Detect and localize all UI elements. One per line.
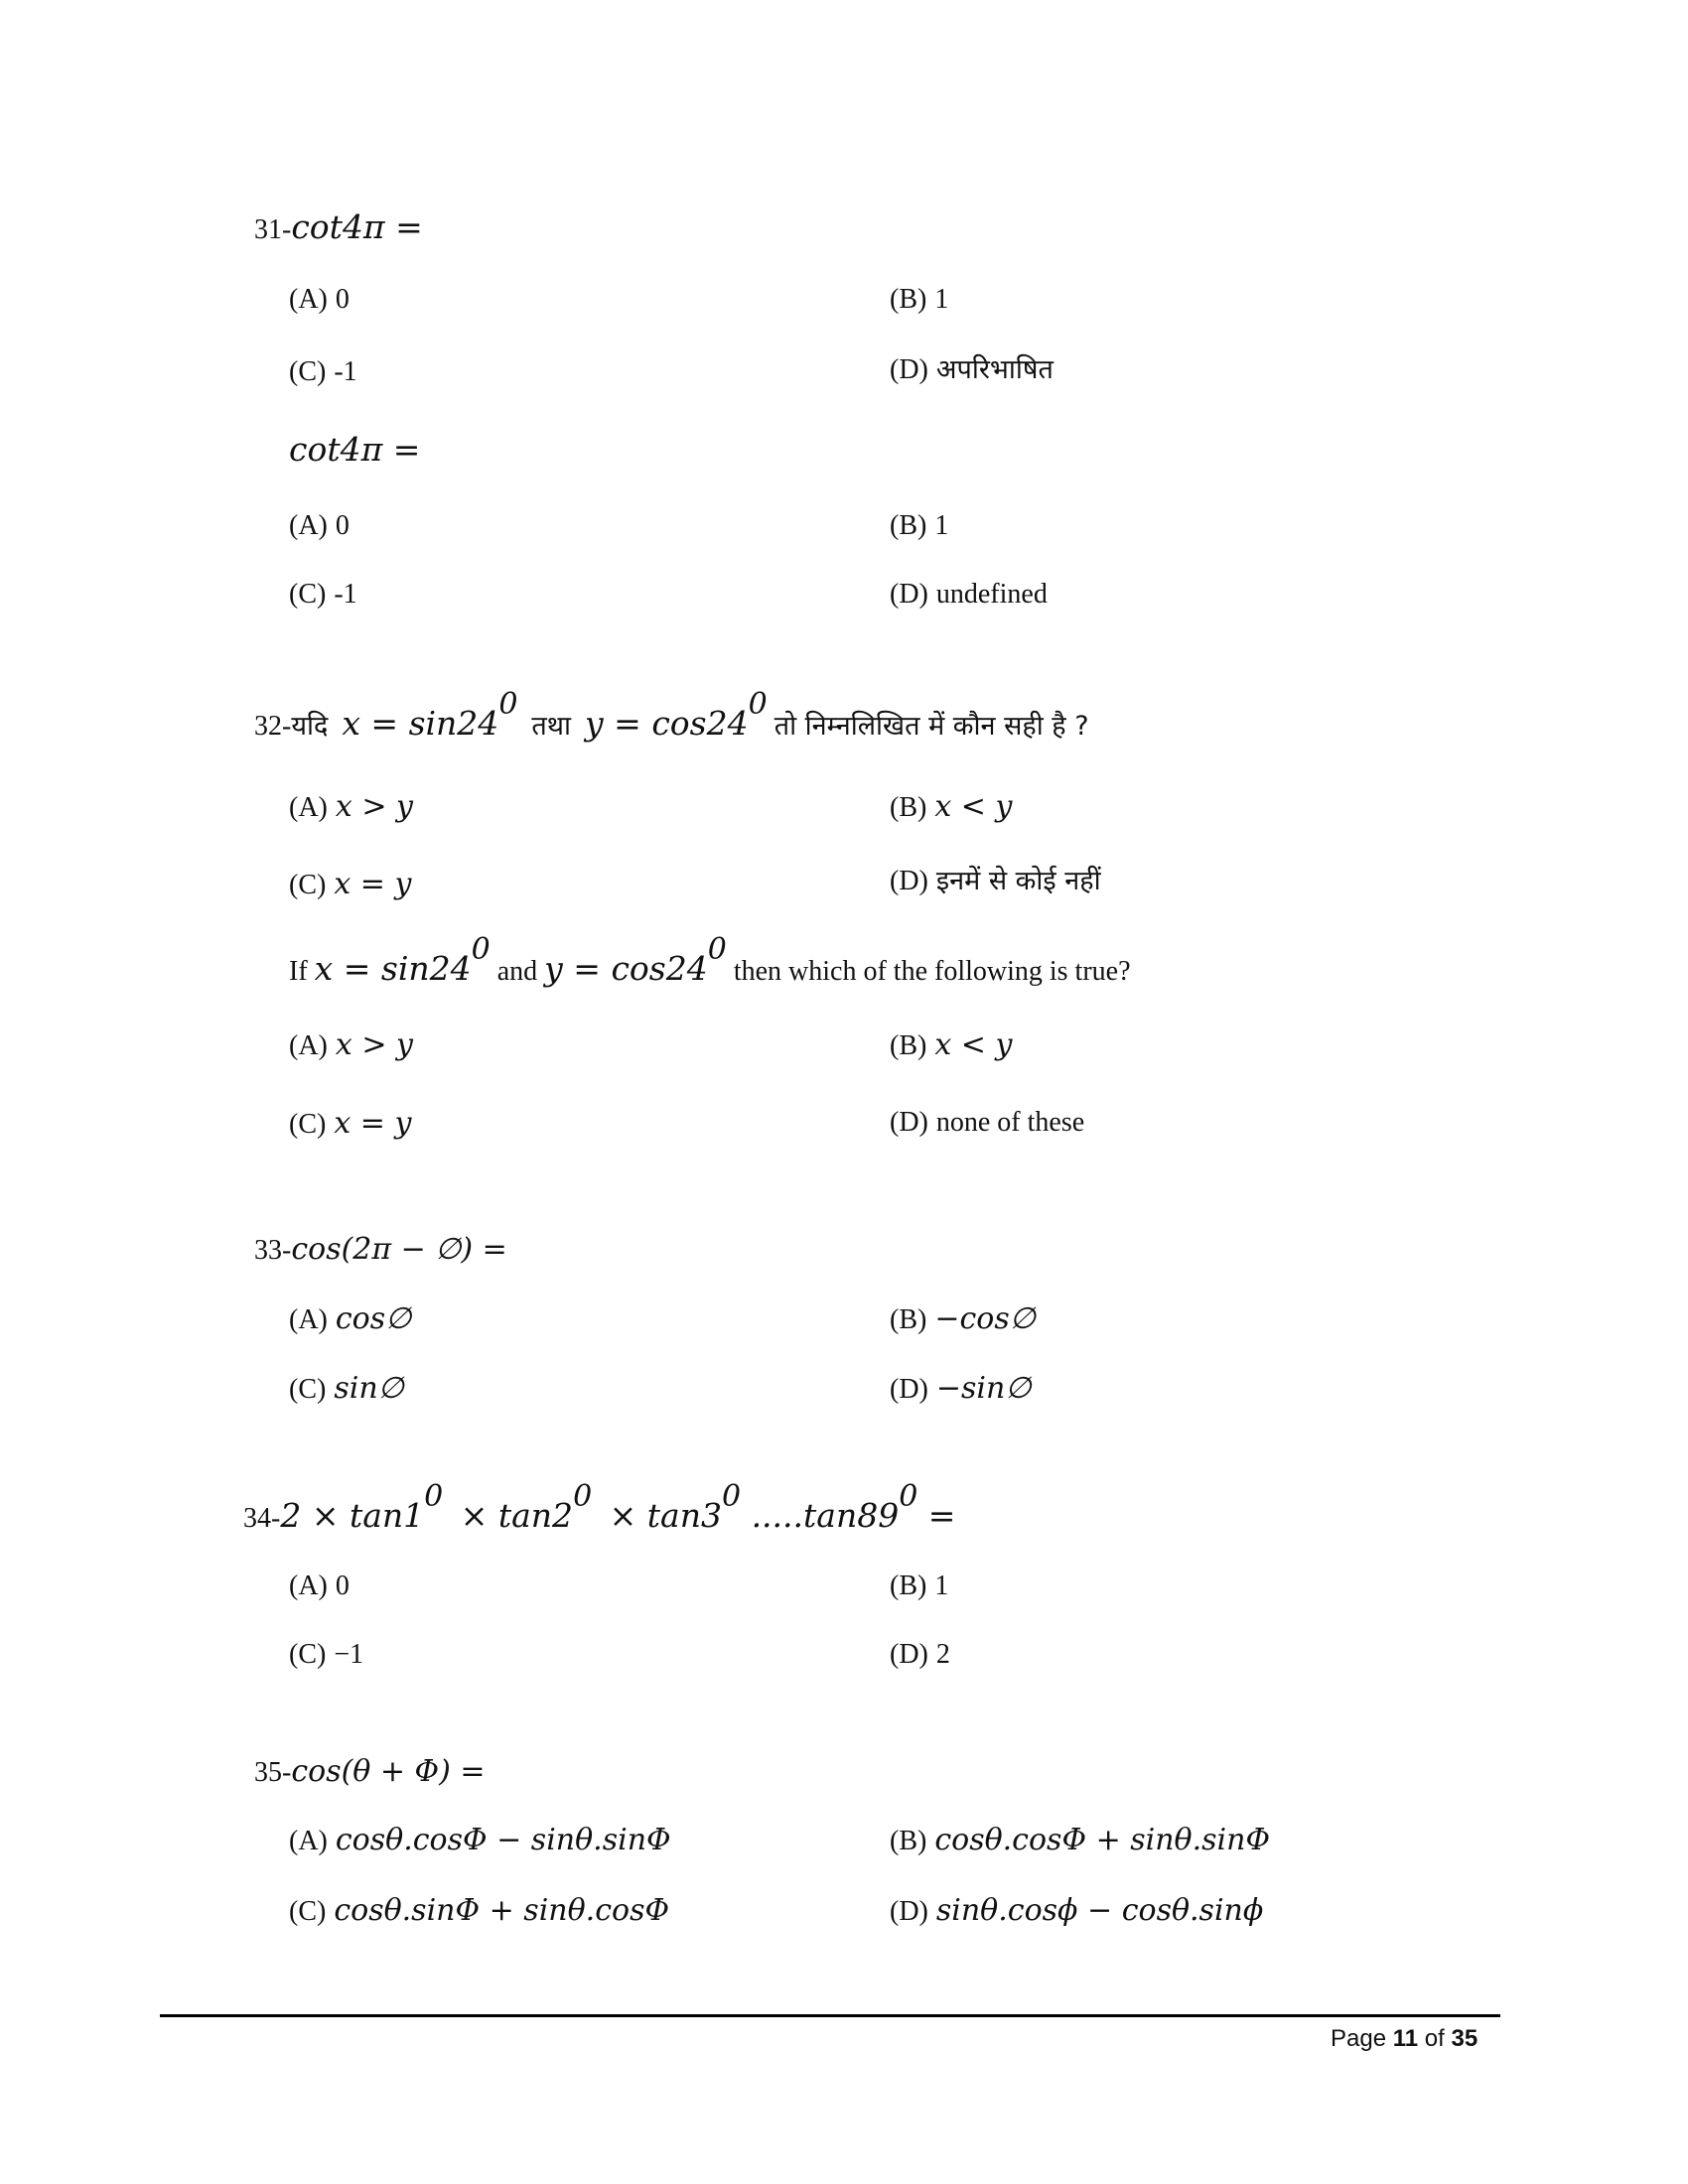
option-label: (C) [289,1109,327,1140]
stem-word: then which of the following is true? [733,956,1131,987]
option-label: (B) [890,284,927,315]
question-math: .....tan89 [741,1496,900,1535]
q34-option-d[interactable] [890,1641,950,1669]
question-math: x = sin24 [314,949,472,988]
option-label: (A) [289,1304,328,1335]
question-32-stem-english [289,932,1131,988]
option-label: (B) [890,792,927,823]
question-number: 33- [254,1235,292,1266]
option-label: (D) [890,354,928,385]
page-word: Page [1331,2025,1387,2052]
option-label: (B) [890,510,927,541]
question-math: = [917,1496,956,1535]
option-text: x < y [934,1027,1013,1062]
question-math: × tan2 [450,1496,574,1535]
question-math: × tan3 [599,1496,722,1535]
option-text: इनमें से कोई नहीं [935,866,1101,896]
footer-rule [160,2014,1500,2017]
option-text: sin∅ [334,1371,404,1406]
question-math: cot4π = [291,207,423,246]
q31-option-d[interactable] [890,356,1054,384]
question-number: 35- [254,1757,292,1788]
option-text: 1 [934,510,949,541]
option-label: (C) [289,1374,327,1405]
option-label: (A) [289,1030,328,1061]
q34-option-a[interactable] [289,1572,350,1600]
option-text: none of these [935,1107,1085,1138]
question-math: cos(2π − ∅) = [291,1232,507,1267]
option-label: (A) [289,792,328,823]
option-text: x = y [334,867,412,901]
q35-option-c[interactable] [289,1893,670,1928]
degree-sup: 0 [424,1479,444,1514]
question-math: cot4π = [289,430,421,469]
q32-en-option-d[interactable] [890,1109,1084,1137]
question-number: 34- [243,1503,281,1534]
option-text: cosθ.cosΦ + sinθ.sinΦ [934,1823,1271,1857]
degree-sup: 0 [471,932,491,967]
question-math: y = cos24 [544,949,708,988]
q31-en-option-b[interactable] [890,512,948,540]
degree-sup: 0 [899,1479,918,1514]
option-label: (C) [289,870,327,900]
option-text: -1 [334,579,357,610]
option-text: अपरिभाषित [935,354,1054,385]
option-text: undefined [935,579,1048,610]
q35-option-a[interactable] [289,1823,671,1857]
q32-option-a[interactable] [289,789,413,824]
option-text: x > y [335,1027,413,1062]
option-text: 2 [935,1639,950,1670]
q31-en-option-c[interactable] [289,581,357,609]
option-label: (D) [890,1374,928,1405]
option-text: cos∅ [335,1301,412,1336]
option-text: -1 [334,356,357,387]
q35-option-d[interactable] [890,1893,1264,1928]
stem-word: and [496,956,538,987]
option-label: (B) [890,1570,927,1601]
option-text: −1 [334,1639,364,1670]
option-text: 0 [335,510,350,541]
q33-option-b[interactable] [890,1301,1036,1336]
q31-option-a[interactable] [289,286,350,314]
option-text: 1 [934,284,949,315]
q32-en-option-b[interactable] [890,1027,1013,1062]
q32-option-c[interactable] [289,867,412,901]
question-32-stem [254,687,1089,743]
option-label: (D) [890,1107,928,1138]
option-label: (B) [890,1030,927,1061]
stem-word: तो निम्नलिखित में कौन सही है ? [774,711,1089,742]
option-label: (A) [289,1826,328,1856]
option-label: (D) [890,1639,928,1670]
question-31-stem [254,207,423,246]
option-text: −cos∅ [934,1301,1036,1336]
option-label: (C) [289,579,327,610]
current-page: 11 [1392,2025,1419,2052]
option-text: −sin∅ [935,1371,1032,1406]
option-text: x = y [334,1106,412,1141]
stem-word: If [289,956,308,987]
question-math: 2 × tan1 [280,1496,425,1535]
degree-sup: 0 [498,687,518,722]
option-label: (B) [890,1826,927,1856]
degree-sup: 0 [707,932,727,967]
q33-option-a[interactable] [289,1301,412,1336]
q32-en-option-c[interactable] [289,1106,412,1141]
option-label: (C) [289,1639,327,1670]
stem-word: यदि [291,711,329,742]
question-number: 31- [254,214,292,245]
option-label: (A) [289,1570,328,1601]
question-math: x = sin24 [342,704,499,743]
q31-en-option-d[interactable] [890,581,1048,609]
stem-word: तथा [531,711,572,742]
option-text: cosθ.cosΦ − sinθ.sinΦ [335,1823,671,1857]
option-text: x > y [335,789,413,824]
option-text: cosθ.sinΦ + sinθ.cosΦ [334,1893,670,1928]
degree-sup: 0 [748,687,768,722]
option-text: 1 [934,1570,949,1601]
q31-option-b[interactable] [890,286,948,314]
question-number: 32- [254,711,292,742]
option-label: (C) [289,356,327,387]
option-label: (C) [289,1896,327,1927]
q32-option-b[interactable] [890,789,1013,824]
question-33-stem [254,1232,507,1267]
option-label: (D) [890,579,928,610]
option-label: (D) [890,1896,928,1927]
total-pages: 35 [1451,2025,1478,2052]
option-text: 0 [335,1570,350,1601]
degree-sup: 0 [721,1479,742,1514]
q32-option-d[interactable] [890,868,1101,895]
q33-option-c[interactable] [289,1371,404,1406]
question-31-stem-english [289,430,421,469]
q35-option-b[interactable] [890,1823,1271,1857]
degree-sup: 0 [573,1479,593,1514]
question-math: y = cos24 [585,704,749,743]
question-math: cos(θ + Φ) = [291,1754,486,1789]
question-34-stem [243,1479,956,1535]
q32-en-option-a[interactable] [289,1027,413,1062]
option-label: (A) [289,284,328,315]
question-35-stem [254,1754,486,1789]
q34-option-c[interactable] [289,1641,363,1669]
q33-option-d[interactable] [890,1371,1032,1406]
page-number [1331,2025,1477,2053]
option-label: (A) [289,510,328,541]
q31-option-c[interactable] [289,358,357,386]
q34-option-b[interactable] [890,1572,948,1600]
option-text: 0 [335,284,350,315]
of-word: of [1424,2025,1445,2052]
option-text: sinθ.cosϕ − cosθ.sinϕ [935,1893,1264,1928]
option-label: (D) [890,866,928,896]
option-label: (B) [890,1304,927,1335]
option-text: x < y [934,789,1013,824]
q31-en-option-a[interactable] [289,512,350,540]
